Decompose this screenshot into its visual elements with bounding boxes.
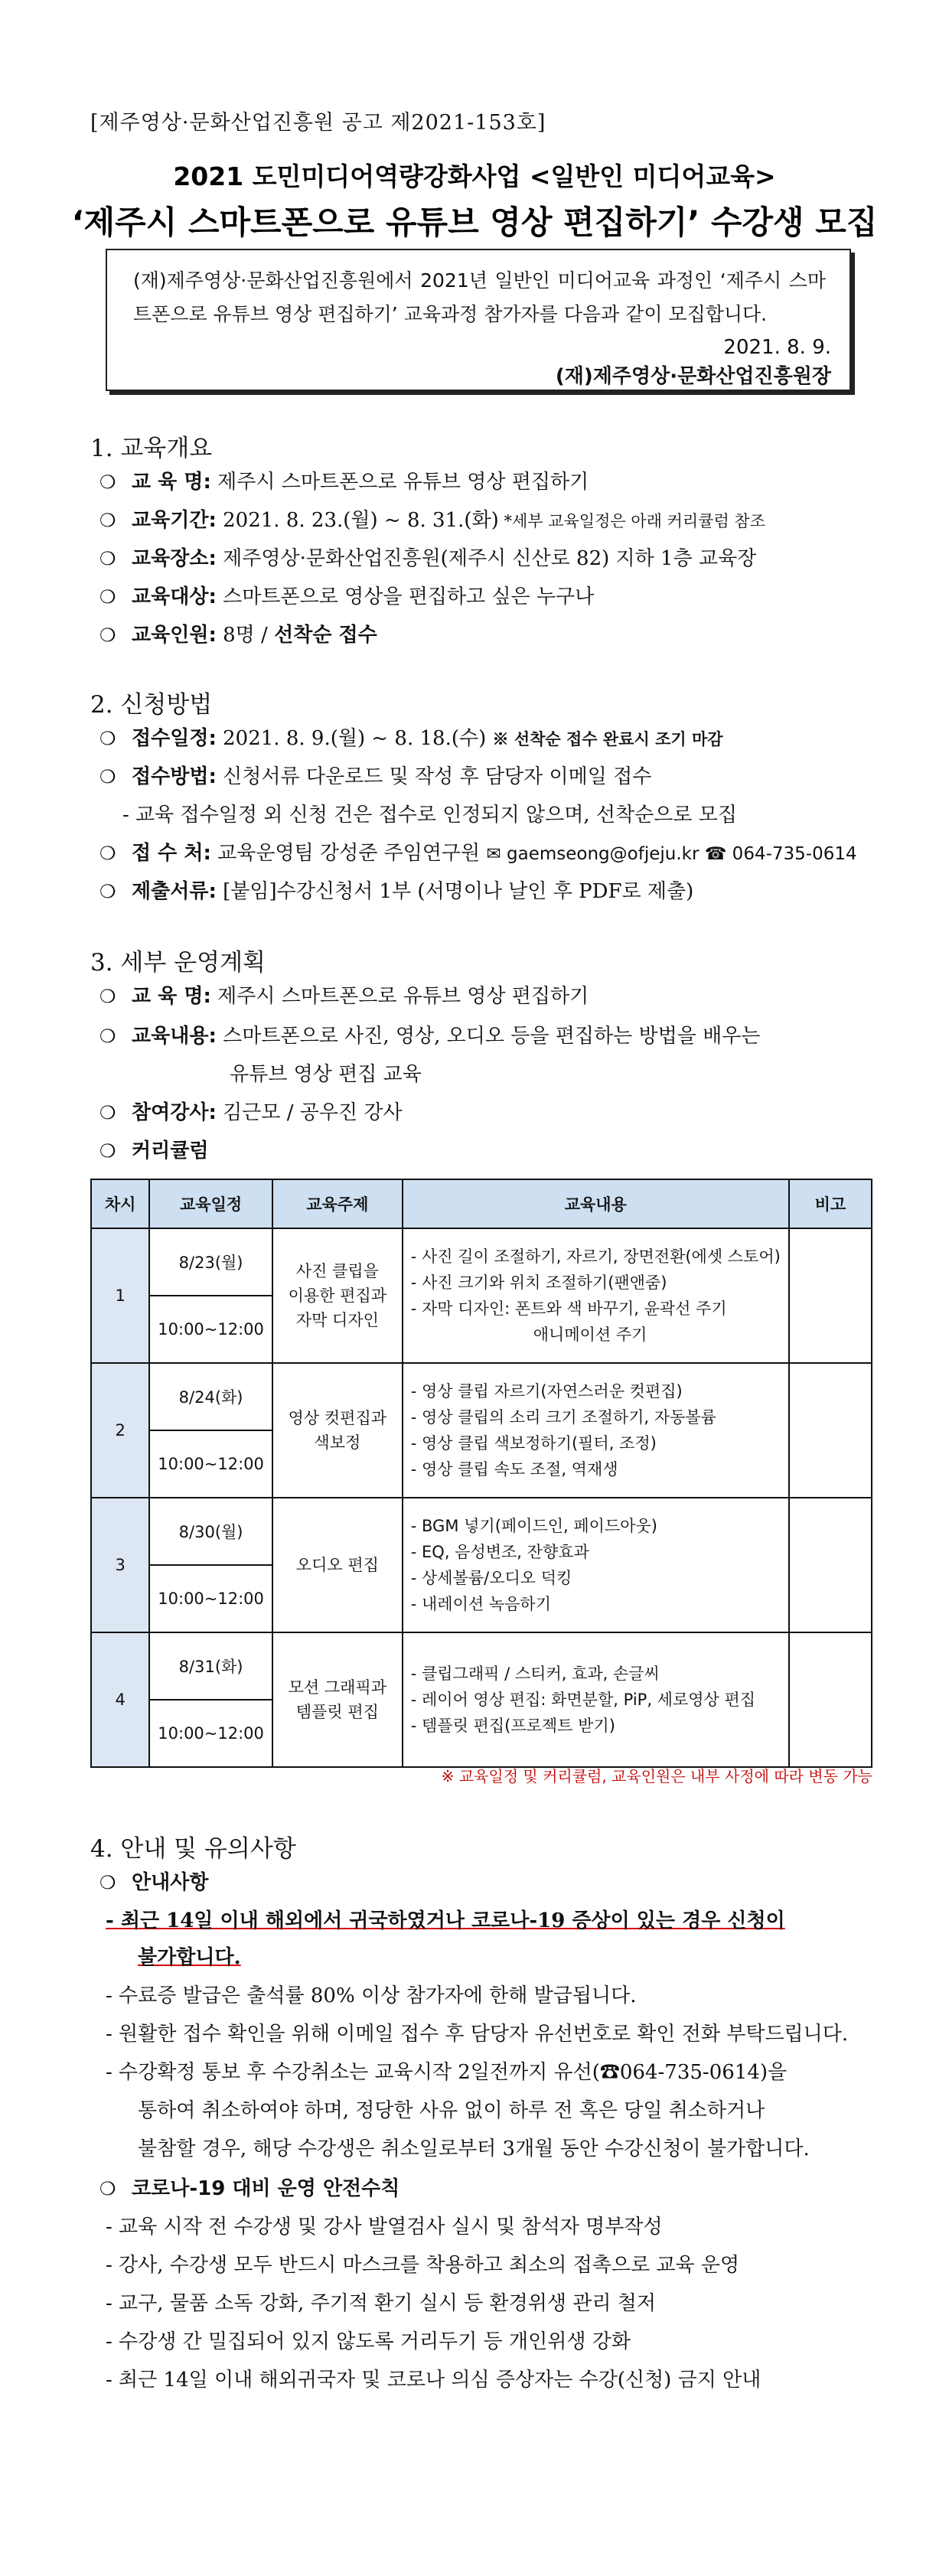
sec2-subnote: - 교육 접수일정 외 신청 건은 접수로 인정되지 않으며, 선착순으로 모집 bbox=[122, 804, 737, 827]
session-time: 10:00~12:00 bbox=[149, 1430, 272, 1498]
title-line2: ‘제주시 스마트폰으로 유튜브 영상 편집하기’ 수강생 모집 bbox=[71, 204, 878, 241]
session-content: - 사진 길이 조절하기, 자르기, 장면전환(에셋 스토어) - 사진 크기와 위치 조절하기(팬앤줌) - 자막 디자인: 폰트와 색 바꾸기, 윤곽선 주기 애니메이션 주기 bbox=[403, 1228, 789, 1363]
header-schedule: 교육일정 bbox=[149, 1179, 272, 1228]
circle-bullet-icon: ❍ bbox=[99, 728, 116, 749]
session-content: - 영상 클립 자르기(자연스러운 컷편집) - 영상 클립의 소리 크기 조절하기, 자동볼륨 - 영상 클립 색보정하기(필터, 조정) - 영상 클립 속도 조절, 역재생 bbox=[403, 1363, 789, 1498]
session-topic: 영상 컷편집과 색보정 bbox=[272, 1363, 403, 1498]
safety-item: - 교육 시작 전 수강생 및 강사 발열검사 실시 및 참석자 명부작성 bbox=[106, 2216, 663, 2239]
session-number: 3 bbox=[91, 1498, 149, 1632]
guide-item: - 수료증 발급은 출석률 80% 이상 참가자에 한해 발급됩니다. bbox=[106, 1984, 637, 2007]
session-number: 4 bbox=[91, 1632, 149, 1767]
circle-bullet-icon: ❍ bbox=[99, 1102, 116, 1123]
guide-item: - 수강확정 통보 후 수강취소는 교육시작 2일전까지 유선(☎064-735-0614)을 bbox=[106, 2061, 788, 2084]
session-date: 8/24(화) bbox=[149, 1363, 272, 1430]
session-note bbox=[789, 1363, 872, 1498]
sec3-item: ❍ 커리큘럼 bbox=[99, 1137, 208, 1165]
guide-heading: ❍ 안내사항 bbox=[99, 1869, 208, 1896]
session-date: 8/23(월) bbox=[149, 1228, 272, 1296]
session-number: 1 bbox=[91, 1228, 149, 1363]
guide-item-cont: 통하여 취소하여야 하며, 정당한 사유 없이 하루 전 혹은 당일 취소하거나 bbox=[138, 2099, 765, 2122]
circle-bullet-icon: ❍ bbox=[99, 586, 116, 608]
header-note: 비고 bbox=[789, 1179, 872, 1228]
header-content: 교육내용 bbox=[403, 1179, 789, 1228]
section-4-title: 4. 안내 및 유의사항 bbox=[90, 1835, 296, 1863]
table-row bbox=[91, 1228, 872, 1296]
circle-bullet-icon: ❍ bbox=[99, 548, 116, 569]
safety-item: - 강사, 수강생 모두 반드시 마스크를 착용하고 최소의 접촉으로 교육 운영 bbox=[106, 2254, 740, 2277]
circle-bullet-icon: ❍ bbox=[99, 510, 116, 531]
section-2-title: 2. 신청방법 bbox=[90, 691, 213, 719]
sec2-item: ❍ 접 수 처: 교육운영팀 강성준 주임연구원 ✉ gaemseong@ofjeju.kr ☎ 064-735-0614 bbox=[99, 840, 857, 868]
intro-box bbox=[106, 249, 851, 391]
session-topic: 모션 그래픽과 템플릿 편집 bbox=[272, 1632, 403, 1767]
circle-bullet-icon: ❍ bbox=[99, 471, 116, 493]
table-row bbox=[91, 1632, 872, 1700]
sec3-item: ❍ 교육내용: 스마트폰으로 사진, 영상, 오디오 등을 편집하는 방법을 배우는 bbox=[99, 1022, 760, 1050]
circle-bullet-icon: ❍ bbox=[99, 986, 116, 1007]
guide-item-cont: 불참할 경우, 해당 수강생은 취소일로부터 3개월 동안 수강신청이 불가합니다. bbox=[138, 2137, 810, 2160]
safety-heading: ❍ 코로나-19 대비 운영 안전수칙 bbox=[99, 2175, 399, 2203]
title-line1: 2021 도민미디어역량강화사업 <일반인 미디어교육> bbox=[173, 161, 776, 191]
section-1-title: 1. 교육개요 bbox=[90, 435, 213, 462]
circle-bullet-icon: ❍ bbox=[99, 1026, 116, 1047]
sec3-item: ❍ 교 육 명: 제주시 스마트폰으로 유튜브 영상 편집하기 bbox=[99, 983, 589, 1010]
table-row bbox=[91, 1363, 872, 1430]
sec3-content-cont: 유튜브 영상 편집 교육 bbox=[230, 1063, 422, 1086]
circle-bullet-icon: ❍ bbox=[99, 1140, 116, 1162]
circle-bullet-icon: ❍ bbox=[99, 881, 116, 902]
session-note bbox=[789, 1498, 872, 1632]
circle-bullet-icon: ❍ bbox=[99, 2178, 116, 2199]
table-header-row bbox=[91, 1179, 872, 1228]
circle-bullet-icon: ❍ bbox=[99, 843, 116, 864]
session-time: 10:00~12:00 bbox=[149, 1565, 272, 1632]
session-number: 2 bbox=[91, 1363, 149, 1498]
session-content: - 클립그래픽 / 스티커, 효과, 손글씨 - 레이어 영상 편집: 화면분할, PiP, 세로영상 편집 - 템플릿 편집(프로젝트 받기) bbox=[403, 1632, 789, 1767]
session-note bbox=[789, 1632, 872, 1767]
circle-bullet-icon: ❍ bbox=[99, 1872, 116, 1893]
guide-item: - 최근 14일 이내 해외에서 귀국하였거나 코로나-19 증상이 있는 경우 신청이 bbox=[106, 1909, 785, 1932]
guide-item: - 원활한 접수 확인을 위해 이메일 접수 후 담당자 유선번호로 확인 전화 부탁드립니다. bbox=[106, 2023, 849, 2046]
intro-text: (재)제주영상·문화산업진흥원에서 2021년 일반인 미디어교육 과정인 ‘제주시 스마트폰으로 유튜브 영상 편집하기’ 교육과정 참가자를 다음과 같이 모집합니다. bbox=[133, 269, 826, 325]
table-footnote: ※ 교육일정 및 커리큘럼, 교육인원은 내부 사정에 따라 변동 가능 bbox=[441, 1767, 872, 1785]
intro-org: (재)제주영상·문화산업진흥원장 bbox=[555, 365, 831, 388]
safety-item: - 수강생 간 밀집되어 있지 않도록 거리두기 등 개인위생 강화 bbox=[106, 2330, 631, 2353]
session-time: 10:00~12:00 bbox=[149, 1700, 272, 1767]
sec1-item: ❍ 교육인원: 8명 / 선착순 접수 bbox=[99, 621, 377, 649]
session-date: 8/31(화) bbox=[149, 1632, 272, 1700]
session-topic: 사진 클립을 이용한 편집과 자막 디자인 bbox=[272, 1228, 403, 1363]
intro-signature bbox=[556, 333, 831, 391]
circle-bullet-icon: ❍ bbox=[99, 766, 116, 787]
sec1-item: ❍ 교육장소: 제주영상·문화산업진흥원(제주시 신산로 82) 지하 1층 교육장 bbox=[99, 545, 756, 572]
guide-item-cont: 불가합니다. bbox=[138, 1946, 241, 1969]
contact-email-phone: ✉ gaemseong@ofjeju.kr ☎ 064-735-0614 bbox=[486, 844, 857, 864]
section-3-title: 3. 세부 운영계획 bbox=[90, 949, 266, 977]
notice-number: [제주영상·문화산업진흥원 공고 제2021-153호] bbox=[90, 111, 546, 135]
sec2-item: ❍ 접수방법: 신청서류 다운로드 및 작성 후 담당자 이메일 접수 bbox=[99, 763, 651, 791]
session-time: 10:00~12:00 bbox=[149, 1296, 272, 1363]
curriculum-table bbox=[90, 1179, 872, 1768]
session-topic: 오디오 편집 bbox=[272, 1498, 403, 1632]
sec3-item: ❍ 참여강사: 김근모 / 공우진 강사 bbox=[99, 1099, 403, 1127]
sec2-item: ❍ 접수일정: 2021. 8. 9.(월) ~ 8. 18.(수) ※ 선착순 접수 완료시 조기 마감 bbox=[99, 725, 723, 753]
session-content: - BGM 넣기(페이드인, 페이드아웃) - EQ, 음성변조, 잔향효과 - 상세볼륨/오디오 덕킹 - 내레이션 녹음하기 bbox=[403, 1498, 789, 1632]
session-date: 8/30(월) bbox=[149, 1498, 272, 1565]
intro-date: 2021. 8. 9. bbox=[723, 336, 831, 359]
safety-item: - 교구, 물품 소독 강화, 주기적 환기 실시 등 환경위생 관리 철저 bbox=[106, 2292, 657, 2315]
sec1-item: ❍ 교 육 명: 제주시 스마트폰으로 유튜브 영상 편집하기 bbox=[99, 468, 589, 496]
circle-bullet-icon: ❍ bbox=[99, 624, 116, 646]
sec2-item: ❍ 제출서류: [붙임]수강신청서 1부 (서명이나 날인 후 PDF로 제출) bbox=[99, 878, 693, 905]
header-session: 차시 bbox=[91, 1179, 149, 1228]
session-note bbox=[789, 1228, 872, 1363]
table-row bbox=[91, 1498, 872, 1565]
sec1-item: ❍ 교육기간: 2021. 8. 23.(월) ~ 8. 31.(화) *세부 교육일정은 아래 커리큘럼 참조 bbox=[99, 507, 765, 535]
sec1-item: ❍ 교육대상: 스마트폰으로 영상을 편집하고 싶은 누구나 bbox=[99, 583, 594, 611]
header-topic: 교육주제 bbox=[272, 1179, 403, 1228]
safety-item: - 최근 14일 이내 해외귀국자 및 코로나 의심 증상자는 수강(신청) 금지 안내 bbox=[106, 2369, 761, 2392]
